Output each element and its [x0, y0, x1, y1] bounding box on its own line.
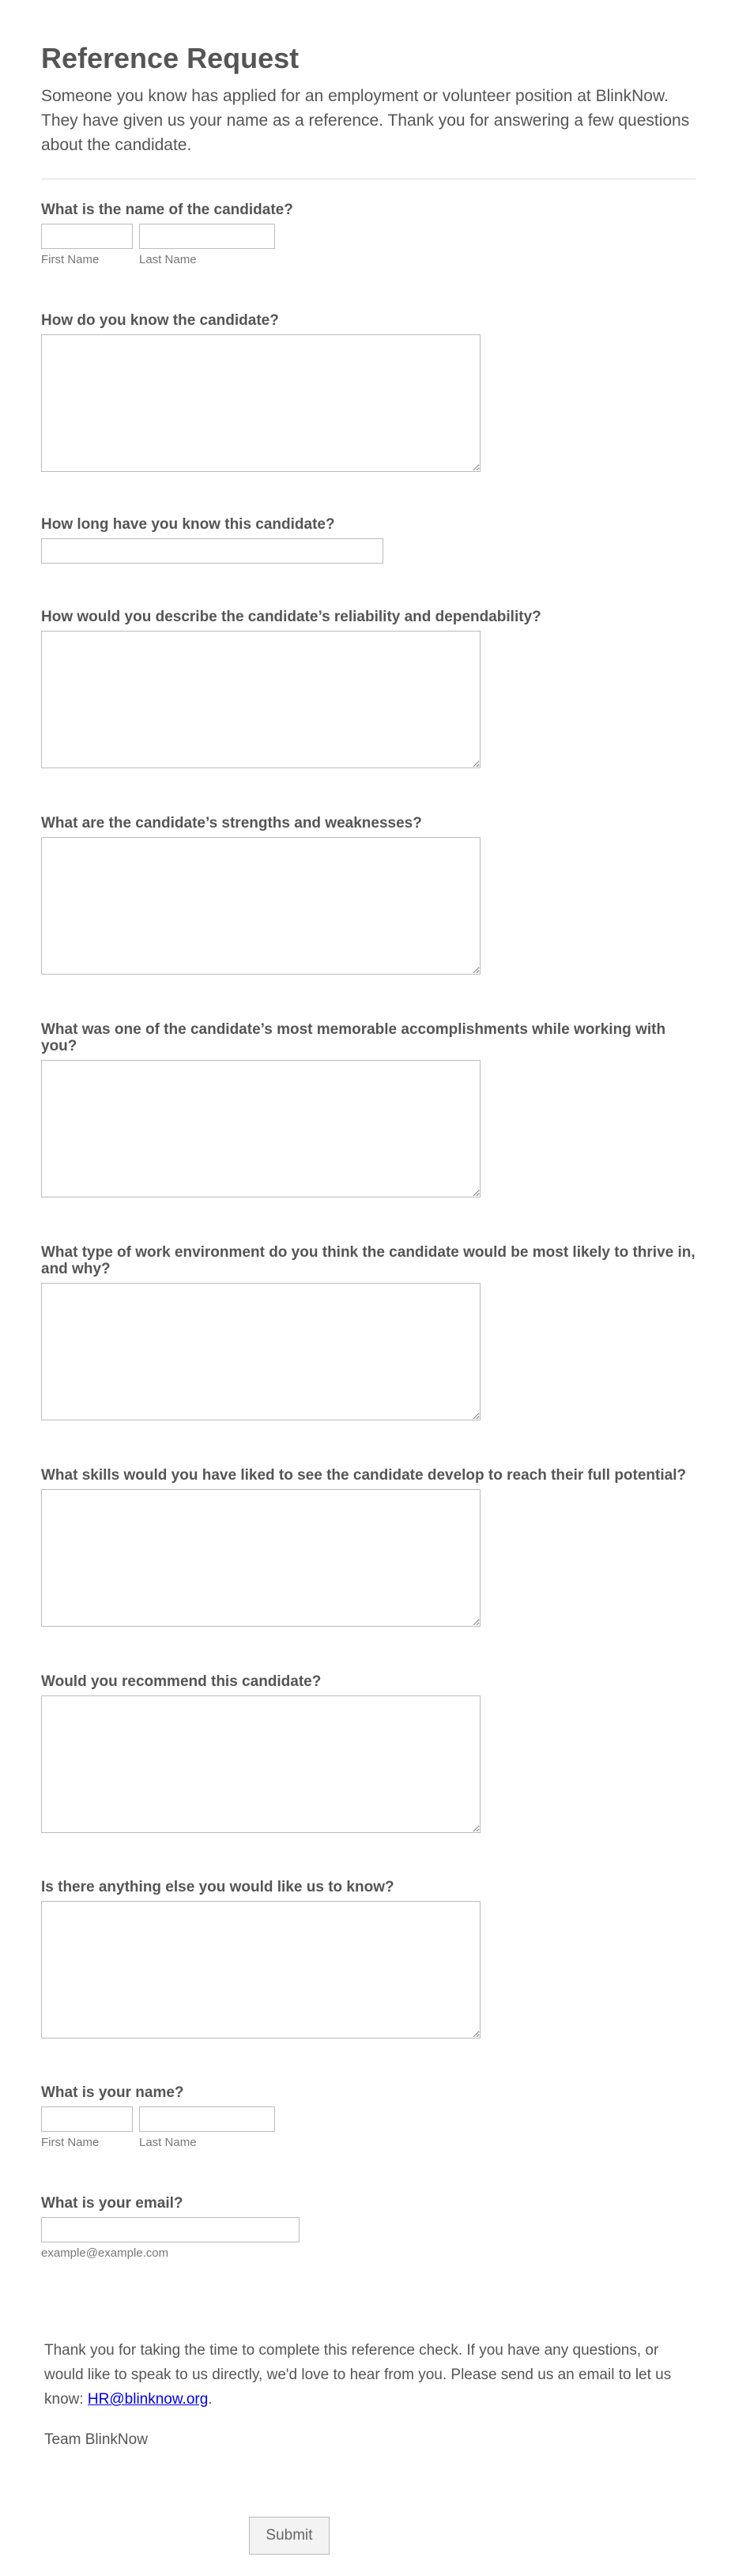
question-label: Would you recommend this candidate? [41, 1673, 322, 1690]
how-know-textarea[interactable] [41, 334, 481, 472]
question-label: How do you know the candidate? [41, 312, 279, 329]
submit-button[interactable]: Submit [249, 2517, 330, 2555]
question-reliability [41, 609, 695, 768]
name-row [41, 224, 695, 266]
question-anything-else [41, 1879, 695, 2039]
question-label: What is your name? [41, 2084, 184, 2101]
last-name-sublabel: Last Name [139, 2136, 197, 2149]
hr-email-link[interactable]: HR@blinknow.org [87, 2391, 209, 2408]
first-name-sublabel: First Name [41, 2136, 100, 2149]
question-your-email [41, 2195, 695, 2260]
question-label: Is there anything else you would like us to know? [41, 1879, 394, 1895]
question-label: What is the name of the candidate? [41, 202, 293, 218]
question-label: What skills would you have liked to see the candidate develop to reach their full potential? [41, 1467, 687, 1484]
reference-form [41, 0, 695, 2544]
your-last-name-input[interactable] [139, 2106, 275, 2132]
first-name-col [41, 224, 133, 266]
question-strengths [41, 815, 695, 975]
question-label: What type of work environment do you think the candidate would be most likely to thrive in, and why? [41, 1244, 695, 1277]
strengths-textarea[interactable] [41, 837, 481, 975]
how-long-input[interactable] [41, 538, 383, 564]
first-name-col [41, 2106, 133, 2149]
email-field[interactable] [41, 2217, 300, 2242]
closing-message [44, 2338, 692, 2452]
name-row [41, 2106, 695, 2149]
skills-textarea[interactable] [41, 1489, 481, 1627]
last-name-col [139, 2106, 275, 2149]
question-candidate-name [41, 202, 695, 266]
recommend-textarea[interactable] [41, 1695, 481, 1833]
closing-text: Thank you for taking the time to complete this reference check. If you have any questions, or would like to speak to us directly, we'd love to hear from you. Please send us an email to let us know: [44, 2342, 672, 2408]
accomplishments-textarea[interactable] [41, 1060, 481, 1197]
form-title: Reference Request [41, 42, 300, 74]
last-name-sublabel: Last Name [139, 253, 197, 266]
closing-paragraph [44, 2338, 692, 2412]
question-label: What was one of the candidate’s most memorable accomplishments while working with you? [41, 1021, 666, 1054]
reliability-textarea[interactable] [41, 631, 481, 768]
candidate-first-name-input[interactable] [41, 224, 133, 249]
question-recommend [41, 1673, 695, 1833]
form-subtitle: Someone you know has applied for an employment or volunteer position at BlinkNow. They have given us your name as a reference. Thank you for answering a few questions about the candidate. [41, 87, 690, 154]
form-header [41, 0, 695, 179]
your-first-name-input[interactable] [41, 2106, 133, 2132]
email-sublabel: example@example.com [41, 2246, 169, 2260]
anything-else-textarea[interactable] [41, 1901, 481, 2039]
question-label: What is your email? [41, 2195, 183, 2212]
candidate-last-name-input[interactable] [139, 224, 275, 249]
question-how-know [41, 312, 695, 472]
question-how-long [41, 516, 695, 564]
environment-textarea[interactable] [41, 1283, 481, 1420]
question-label: How long have you know this candidate? [41, 516, 335, 533]
question-skills [41, 1467, 695, 1627]
question-label: How would you describe the candidate’s reliability and dependability? [41, 609, 541, 625]
question-label: What are the candidate’s strengths and weaknesses? [41, 815, 422, 832]
question-your-name [41, 2084, 695, 2149]
first-name-sublabel: First Name [41, 253, 100, 266]
last-name-col [139, 224, 275, 266]
question-accomplishments [41, 1021, 695, 1197]
signature: Team BlinkNow [44, 2431, 148, 2448]
question-environment [41, 1244, 695, 1420]
closing-period: . [208, 2391, 213, 2408]
